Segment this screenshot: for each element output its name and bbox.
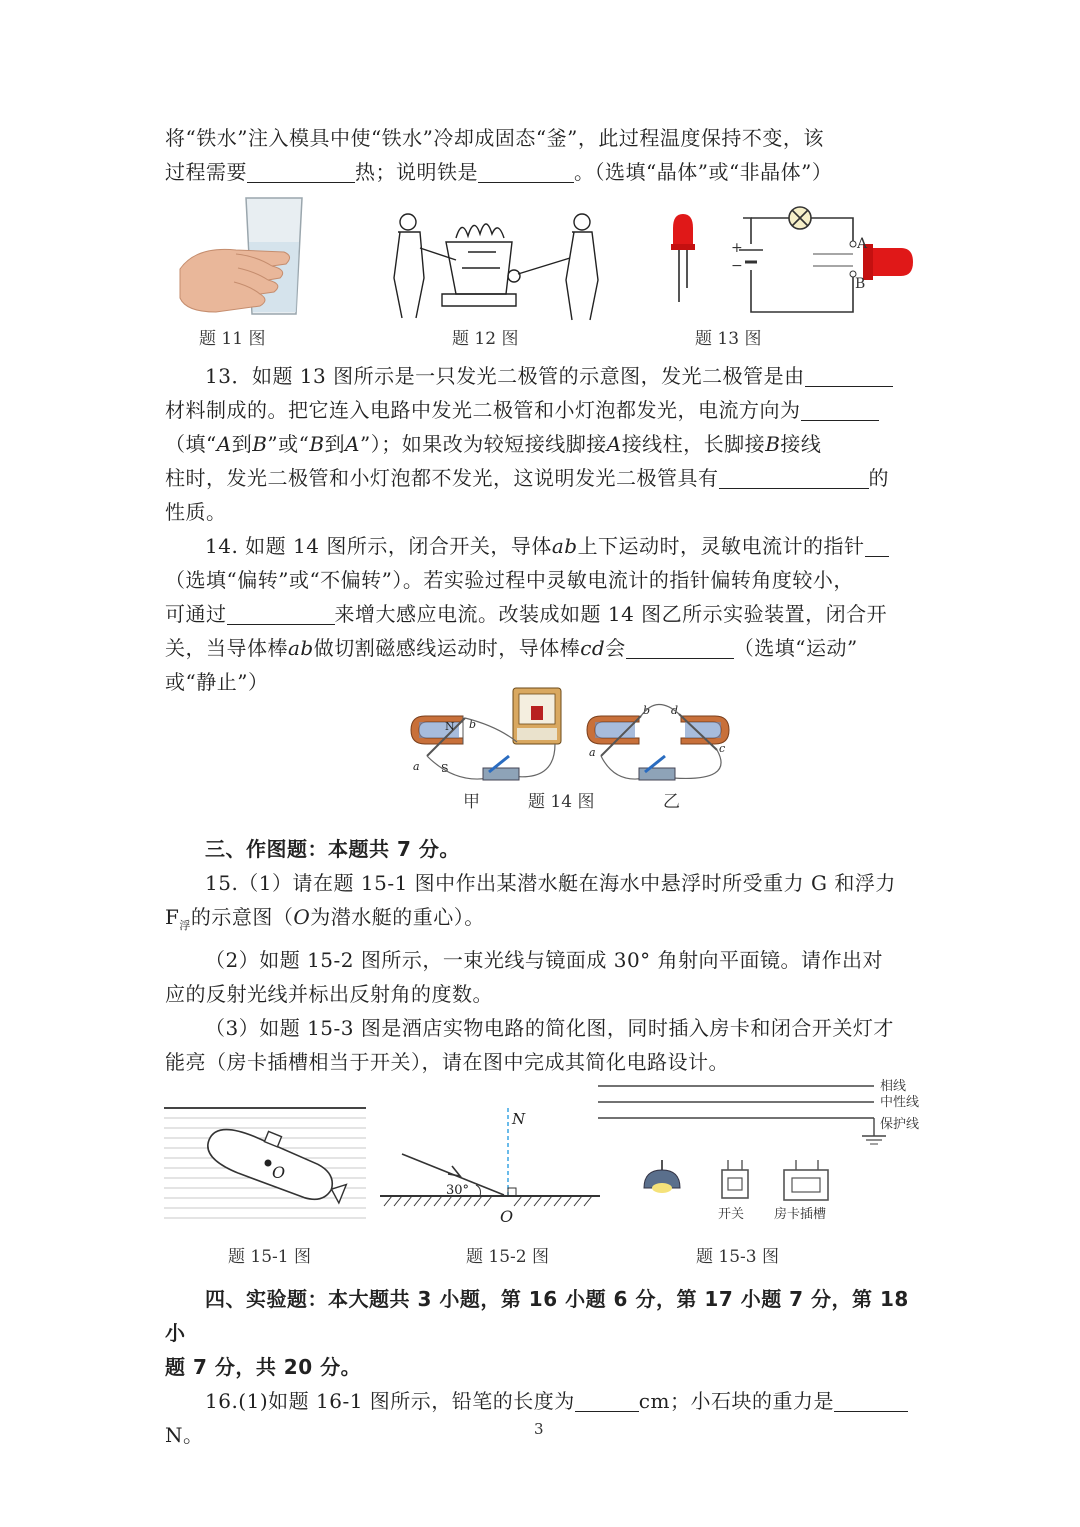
galvanometer-icon [513, 688, 561, 744]
fig13-led-circuit [665, 200, 917, 318]
fig11-caption: 题 11 图 [199, 329, 266, 349]
end-c-label: c [719, 742, 726, 755]
page-number: 3 [534, 1420, 544, 1438]
fig15-3-hotel-circuit [596, 1078, 926, 1226]
answer-blank[interactable] [805, 364, 893, 387]
terminal-a-label: A [857, 236, 868, 252]
fig15-1-caption: 题 15-1 图 [228, 1247, 311, 1267]
fig15-2-caption: 题 15-2 图 [466, 1247, 549, 1267]
answer-blank[interactable] [227, 602, 335, 625]
fig14-left-switch [483, 756, 519, 780]
fig15-1-submarine [164, 1106, 366, 1222]
fig14-right-caption: 乙 [663, 792, 680, 812]
q12-text [165, 121, 917, 189]
angle-label: 30° [446, 1183, 470, 1198]
normal-n-label: N [512, 1110, 526, 1128]
answer-blank[interactable] [719, 466, 869, 489]
fig15-2-mirror-reflection [380, 1108, 602, 1224]
fig14-right-switch [639, 756, 675, 780]
answer-blank[interactable] [834, 1389, 908, 1412]
answer-blank[interactable] [626, 636, 734, 659]
answer-blank[interactable] [247, 160, 355, 183]
live-label: 相线 [880, 1079, 907, 1094]
fig12-iron-casting-scene [386, 208, 604, 328]
fig14-left-caption: 甲 [463, 792, 480, 812]
fig13-caption: 题 13 图 [695, 329, 762, 349]
point-o-label-2: O [500, 1207, 514, 1224]
fig14-right-magnets [587, 714, 729, 756]
fig14-caption: 题 14 图 [528, 792, 595, 812]
fig11-glass-of-water [176, 194, 308, 320]
led-icon [671, 214, 695, 302]
ground-label: 保护线 [880, 1117, 920, 1132]
end-d-label: d [671, 704, 679, 717]
q13-text: 13．如题 13 图所示是一只发光二极管的示意图，发光二极管是由 材料制成的。把它连入电路中发光二极管和小灯泡都发光，电流方向为 （填“A到B”或“B到A”）；如果改为较短接线脚接A接线柱，长脚接B接线 柱时，发光二极管和小灯泡都不发光，这说明发光二极管具有 的 性质。 [165, 359, 917, 529]
answer-blank[interactable] [801, 398, 879, 421]
card-slot-label: 房卡插槽 [774, 1207, 827, 1222]
q14-text: 14. 如题 14 图所示，闭合开关，导体ab上下运动时，灵敏电流计的指针 （选填“偏转”或“不偏转”）。若实验过程中灵敏电流计的指针偏转角度较小， 可通过 来增大感应电流。改装成如题 14 图乙所示实验装置，闭合开 关，当导体棒ab做切割磁感线运动时，导体棒cd会 （选填“运动” 或“静止”） [165, 534, 888, 694]
answer-blank[interactable] [865, 534, 889, 557]
fig15-3-caption: 题 15-3 图 [696, 1247, 779, 1267]
fig12-caption: 题 12 图 [452, 329, 519, 349]
terminal-b-label: B [855, 276, 866, 292]
q15-2-line2: 应的反射光线并标出反射角的度数。 [165, 982, 493, 1006]
plus-label: + [731, 240, 743, 256]
answer-blank[interactable] [478, 160, 574, 183]
switch-label: 开关 [718, 1207, 745, 1222]
q15-1-line2: $F_浮$的示意图（O为潜水艇的重心）。 [165, 905, 485, 932]
pole-n-label: N [445, 720, 455, 733]
q15-3-line2: 能亮（房卡插槽相当于开关），请在图中完成其简化电路设计。 [165, 1050, 729, 1074]
q12-line1: 将“铁水”注入模具中使“铁水”冷却成固态“釜”，此过程温度保持不变，该 [165, 126, 824, 150]
q15-2-line1: （2）如题 15-2 图所示，一束光线与镜面成 30° 角射向平面镜。请作出对 [205, 948, 884, 972]
lamp-icon [644, 1160, 680, 1193]
switch-icon [722, 1160, 748, 1198]
point-o-label: O [272, 1163, 286, 1182]
q16-line: 16.(1)如题 16-1 图所示，铅笔的长度为 cm；小石块的重力是N。 [165, 1384, 917, 1452]
section3 [165, 832, 917, 1079]
minus-label: − [731, 258, 743, 274]
section3-title: 三、作图题：本题共 7 分。 [205, 837, 460, 861]
section4-title-line2: 题 7 分，共 20 分。 [165, 1355, 362, 1379]
fig14-left-magnet [411, 716, 465, 756]
card-slot-icon [784, 1160, 828, 1200]
q15-3-line1: （3）如题 15-3 图是酒店实物电路的简化图，同时插入房卡和闭合开关灯才 [205, 1016, 894, 1040]
q12-line2: 过程需要 热；说明铁是 。（选填“晶体”或“非晶体”） [165, 160, 833, 184]
end-b-label-2: b [643, 704, 651, 717]
center-of-gravity-dot [265, 1160, 272, 1167]
end-a-label-2: a [589, 746, 596, 759]
end-b-label: b [469, 718, 477, 731]
neutral-label: 中性线 [880, 1095, 920, 1110]
pole-s-label: S [441, 762, 449, 775]
answer-blank[interactable] [575, 1389, 639, 1412]
q15-1-line1: 15.（1）请在题 15-1 图中作出某潜水艇在海水中悬浮时所受重力 G 和浮力 [205, 871, 896, 895]
section4-title-line1: 四、实验题：本大题共 3 小题，第 16 小题 6 分，第 17 小题 7 分，第 18 小 [165, 1287, 909, 1345]
fig14-induction-apparatus [405, 686, 735, 788]
end-a-label: a [413, 760, 420, 773]
